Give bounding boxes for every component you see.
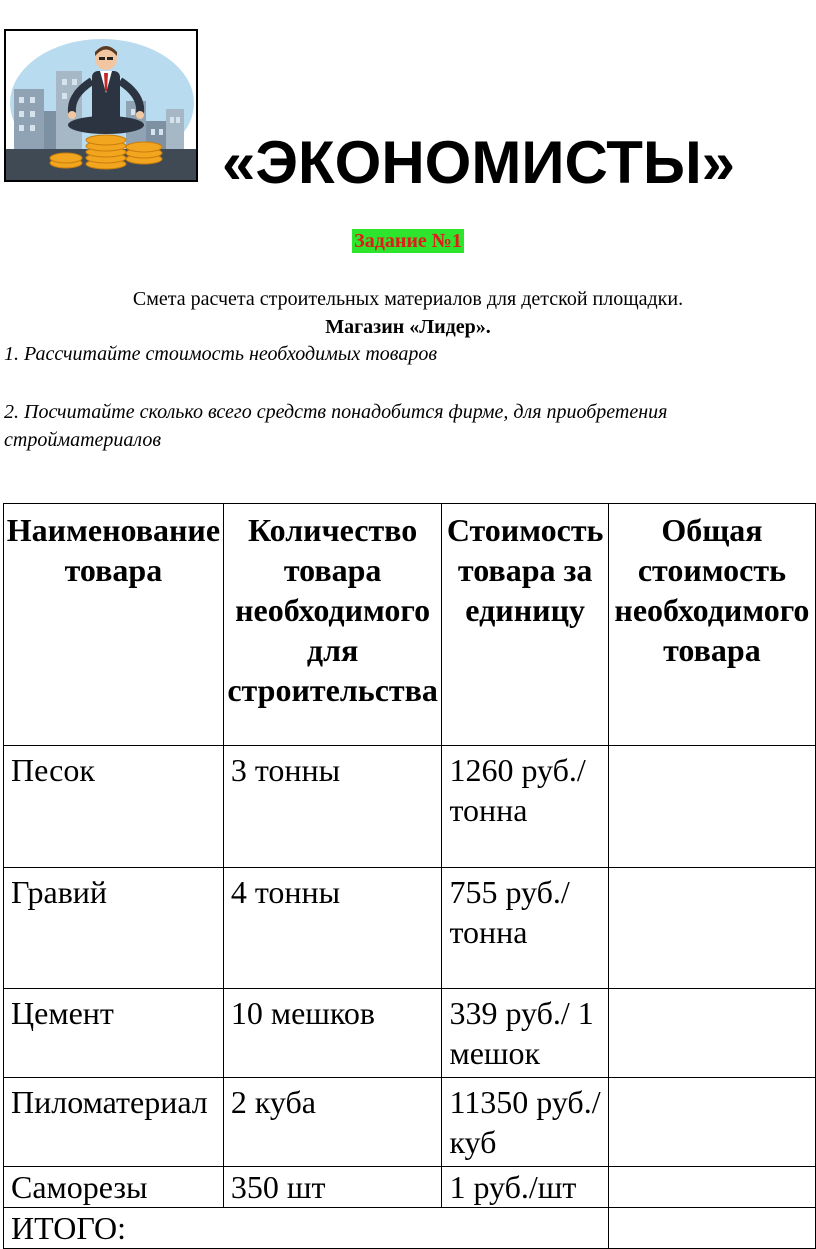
page-title: «ЭКОНОМИСТЫ» <box>222 129 736 196</box>
header-quantity: Количество товара необходимого для строительства <box>223 504 442 746</box>
shop-name: Магазин «Лидер». <box>325 316 491 338</box>
cell-price: 339 руб./ 1 мешок <box>442 989 608 1078</box>
cell-total[interactable] <box>608 868 815 989</box>
table-row <box>4 746 816 868</box>
table-header-row <box>4 504 816 746</box>
cell-total[interactable] <box>608 989 815 1078</box>
businessman-meditating-on-coins-icon <box>6 31 196 180</box>
cell-price: 1260 руб./тонна <box>442 746 608 868</box>
total-label: ИТОГО: <box>4 1208 609 1249</box>
estimate-description: Смета расчета строительных материалов для детской площадки. <box>132 288 684 310</box>
cell-quantity: 10 мешков <box>223 989 442 1078</box>
cell-total[interactable] <box>608 1167 815 1208</box>
task-label-row <box>0 228 816 256</box>
cell-price: 11350 руб./куб <box>442 1078 608 1167</box>
header-product-name: Наименование товара <box>4 504 224 746</box>
cell-quantity: 3 тонны <box>223 746 442 868</box>
total-row <box>4 1208 816 1249</box>
table-row <box>4 989 816 1078</box>
task-label: Задание №1 <box>354 230 462 252</box>
header-unit-price: Стоимость товара за единицу <box>442 504 608 746</box>
cell-total[interactable] <box>608 1078 815 1167</box>
cell-price: 755 руб./тонна <box>442 868 608 989</box>
cell-quantity: 4 тонны <box>223 868 442 989</box>
cell-name: Гравий <box>4 868 224 989</box>
cell-quantity: 2 куба <box>223 1078 442 1167</box>
cell-price: 1 руб./шт <box>442 1167 608 1208</box>
question-2: 2. Посчитайте сколько всего средств понадобится фирме, для приобретения стройматериалов <box>4 401 668 451</box>
cell-name: Песок <box>4 746 224 868</box>
cell-name: Цемент <box>4 989 224 1078</box>
table-row <box>4 1078 816 1167</box>
table-row <box>4 868 816 989</box>
cell-name: Саморезы <box>4 1167 224 1208</box>
estimate-table <box>3 503 816 1249</box>
header-total-cost: Общая стоимость необходимого товара <box>608 504 815 746</box>
cell-total[interactable] <box>608 746 815 868</box>
cell-name: Пиломатериал <box>4 1078 224 1167</box>
total-value[interactable] <box>608 1208 815 1249</box>
table-row <box>4 1167 816 1208</box>
cell-quantity: 350 шт <box>223 1167 442 1208</box>
logo-image <box>4 29 198 182</box>
question-1: 1. Рассчитайте стоимость необходимых товаров <box>4 343 438 365</box>
